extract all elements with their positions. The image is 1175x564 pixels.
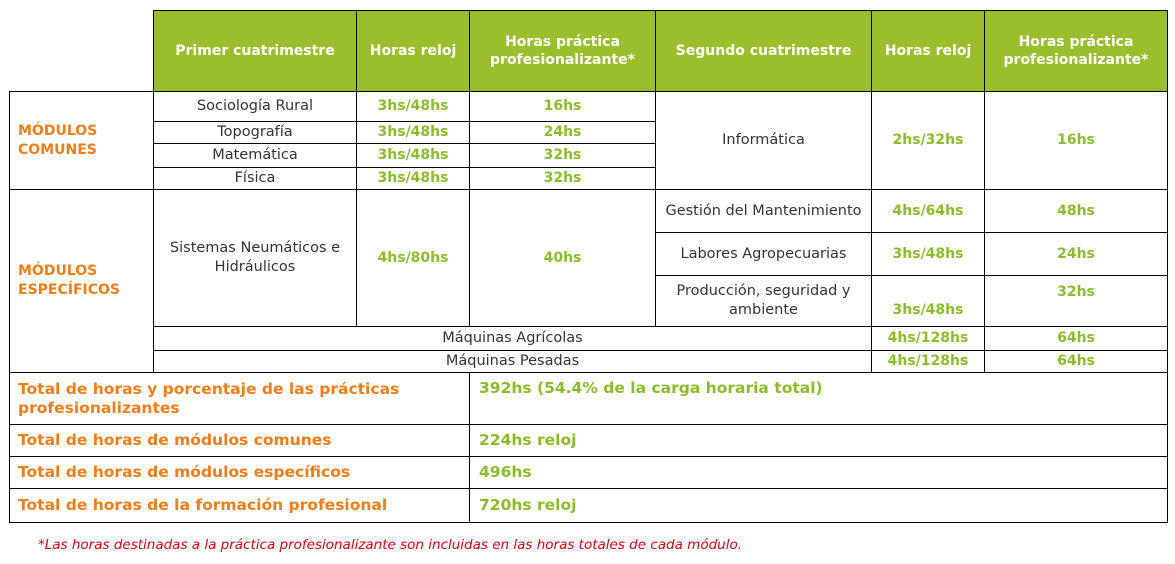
footnote: *Las horas destinadas a la práctica profesionalizante son incluidas en las horas totales de cada módulo. [38,537,743,553]
module-horas: 3hs/48hs [357,168,470,190]
total-value: 496hs [470,457,1168,489]
header-primer-cuatrimestre: Primer cuatrimestre [154,11,357,92]
header-horas-reloj-2: Horas reloj [872,11,985,92]
header-row [10,11,1168,92]
module-name: Máquinas Pesadas [154,351,872,373]
module-practica: 16hs [985,92,1168,190]
header-horas-practica-2: Horas práctica profesionalizante* [985,11,1168,92]
module-horas: 3hs/48hs [357,122,470,144]
header-segundo-cuatrimestre: Segundo cuatrimestre [656,11,872,92]
module-practica: 32hs [470,144,656,168]
total-value: 392hs (54.4% de la carga horaria total) [470,373,1168,425]
total-label: Total de horas de módulos comunes [10,425,470,457]
module-practica: 16hs [470,92,656,122]
total-label: Total de horas de la formación profesional [10,489,470,523]
module-name: Sistemas Neumáticos e Hidráulicos [154,190,357,327]
module-name: Topografía [154,122,357,144]
table-row [10,190,1168,233]
header-corner [10,11,154,92]
table-row [10,351,1168,373]
module-name: Sociología Rural [154,92,357,122]
table-row [10,327,1168,351]
module-horas: 4hs/128hs [872,327,985,351]
total-label: Total de horas de módulos específicos [10,457,470,489]
total-label: Total de horas y porcentaje de las prácticas profesionalizantes [10,373,470,425]
modulos-comunes-label: MÓDULOS COMUNES [10,92,154,190]
module-horas: 3hs/48hs [357,144,470,168]
module-practica: 40hs [470,190,656,327]
module-name: Matemática [154,144,357,168]
total-row [10,373,1168,425]
module-horas: 3hs/48hs [872,276,985,327]
table-row [10,92,1168,122]
module-name: Gestión del Mantenimiento [656,190,872,233]
total-value: 224hs reloj [470,425,1168,457]
module-horas: 3hs/48hs [872,233,985,276]
total-row [10,489,1168,523]
module-practica: 32hs [470,168,656,190]
total-row [10,425,1168,457]
module-practica: 24hs [470,122,656,144]
module-practica: 24hs [985,233,1168,276]
module-horas: 4hs/128hs [872,351,985,373]
module-horas: 3hs/48hs [357,92,470,122]
header-horas-practica-1: Horas práctica profesionalizante* [470,11,656,92]
module-practica: 48hs [985,190,1168,233]
study-plan-table [9,10,1168,523]
module-horas: 4hs/64hs [872,190,985,233]
module-name: Labores Agropecuarias [656,233,872,276]
module-horas: 4hs/80hs [357,190,470,327]
module-practica: 64hs [985,351,1168,373]
total-value: 720hs reloj [470,489,1168,523]
module-practica: 64hs [985,327,1168,351]
module-name: Informática [656,92,872,190]
total-row [10,457,1168,489]
module-name: Producción, seguridad y ambiente [656,276,872,327]
header-horas-reloj-1: Horas reloj [357,11,470,92]
module-name: Física [154,168,357,190]
module-practica: 32hs [985,276,1168,327]
modulos-especificos-label: MÓDULOS ESPECÍFICOS [10,190,154,373]
module-name: Máquinas Agrícolas [154,327,872,351]
module-horas: 2hs/32hs [872,92,985,190]
